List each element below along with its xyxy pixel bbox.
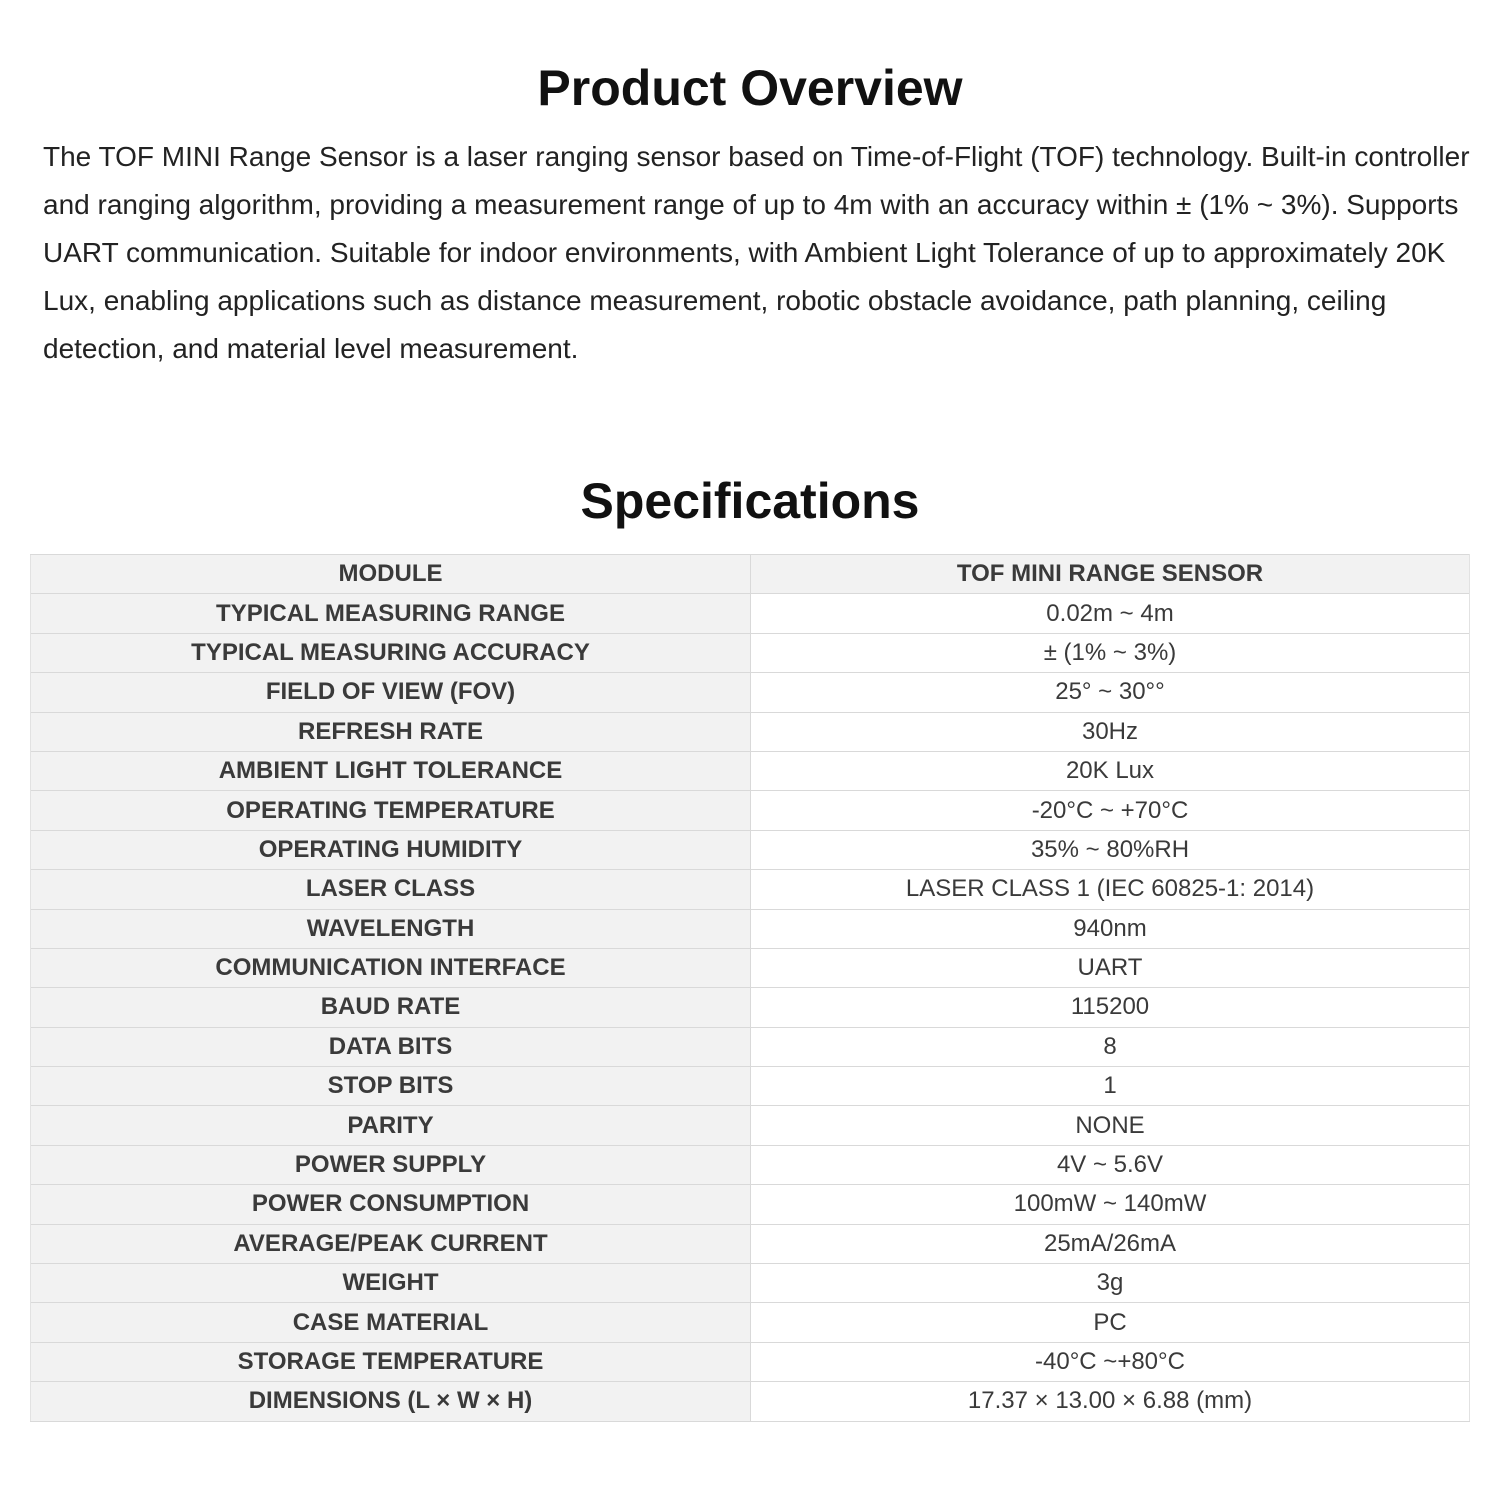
table-key-cell: AMBIENT LIGHT TOLERANCE <box>31 751 751 790</box>
table-value-cell: ± (1% ~ 3%) <box>751 633 1470 672</box>
table-value-cell: NONE <box>751 1106 1470 1145</box>
table-key-cell: OPERATING TEMPERATURE <box>31 791 751 830</box>
table-key-cell: LASER CLASS <box>31 870 751 909</box>
table-key-cell: REFRESH RATE <box>31 712 751 751</box>
table-value-cell: LASER CLASS 1 (IEC 60825-1: 2014) <box>751 870 1470 909</box>
table-key-cell: PARITY <box>31 1106 751 1145</box>
table-value-cell: -20°C ~ +70°C <box>751 791 1470 830</box>
specifications-table <box>30 554 1470 1422</box>
table-row <box>31 633 1470 672</box>
table-value-cell: 1 <box>751 1067 1470 1106</box>
table-row <box>31 1067 1470 1106</box>
overview-title: Product Overview <box>537 60 963 116</box>
table-row <box>31 948 1470 987</box>
table-header-row <box>31 555 1470 594</box>
table-row <box>31 909 1470 948</box>
table-key-cell: STOP BITS <box>31 1067 751 1106</box>
table-row <box>31 1106 1470 1145</box>
table-value-cell: 25° ~ 30°° <box>751 673 1470 712</box>
table-value-cell: 0.02m ~ 4m <box>751 594 1470 633</box>
table-row <box>31 791 1470 830</box>
table-key-cell: DATA BITS <box>31 1027 751 1066</box>
table-key-cell: MODULE <box>31 555 751 594</box>
table-row <box>31 594 1470 633</box>
table-row <box>31 751 1470 790</box>
table-value-cell: 35% ~ 80%RH <box>751 830 1470 869</box>
table-key-cell: BAUD RATE <box>31 988 751 1027</box>
table-value-cell: 115200 <box>751 988 1470 1027</box>
table-value-cell: 100mW ~ 140mW <box>751 1185 1470 1224</box>
table-row <box>31 1382 1470 1421</box>
specifications-table-body <box>31 555 1470 1422</box>
table-value-cell: 20K Lux <box>751 751 1470 790</box>
table-key-cell: OPERATING HUMIDITY <box>31 830 751 869</box>
table-key-cell: CASE MATERIAL <box>31 1303 751 1342</box>
table-key-cell: TYPICAL MEASURING RANGE <box>31 594 751 633</box>
table-key-cell: DIMENSIONS (L × W × H) <box>31 1382 751 1421</box>
table-value-cell: 25mA/26mA <box>751 1224 1470 1263</box>
table-row <box>31 830 1470 869</box>
table-value-cell: PC <box>751 1303 1470 1342</box>
table-row <box>31 1264 1470 1303</box>
table-row <box>31 673 1470 712</box>
table-key-cell: TYPICAL MEASURING ACCURACY <box>31 633 751 672</box>
specifications-title: Specifications <box>580 473 920 529</box>
table-value-cell: TOF MINI RANGE SENSOR <box>751 555 1470 594</box>
table-key-cell: WAVELENGTH <box>31 909 751 948</box>
table-key-cell: WEIGHT <box>31 1264 751 1303</box>
table-value-cell: 3g <box>751 1264 1470 1303</box>
table-key-cell: POWER CONSUMPTION <box>31 1185 751 1224</box>
table-value-cell: -40°C ~+80°C <box>751 1342 1470 1381</box>
table-row <box>31 988 1470 1027</box>
table-row <box>31 1303 1470 1342</box>
table-row <box>31 712 1470 751</box>
table-key-cell: STORAGE TEMPERATURE <box>31 1342 751 1381</box>
table-value-cell: 940nm <box>751 909 1470 948</box>
table-key-cell: FIELD OF VIEW (FOV) <box>31 673 751 712</box>
table-row <box>31 870 1470 909</box>
table-row <box>31 1224 1470 1263</box>
table-row <box>31 1027 1470 1066</box>
overview-description: The TOF MINI Range Sensor is a laser ranging sensor based on Time-of-Flight (TOF) technology. Built-in controller and ranging algorithm, providing a measurement range of up to 4m with an accuracy within ± (1% ~ 3%). Supports UART communication. Suitable for indoor environments, with Ambient Light Tolerance of up to approximately 20K Lux, enabling applications such as distance measurement, robotic obstacle avoidance, path planning, ceiling detection, and material level measurement. <box>43 141 1470 364</box>
table-row <box>31 1145 1470 1184</box>
table-value-cell: 8 <box>751 1027 1470 1066</box>
table-key-cell: COMMUNICATION INTERFACE <box>31 948 751 987</box>
table-value-cell: 17.37 × 13.00 × 6.88 (mm) <box>751 1382 1470 1421</box>
table-row <box>31 1342 1470 1381</box>
table-value-cell: UART <box>751 948 1470 987</box>
table-key-cell: POWER SUPPLY <box>31 1145 751 1184</box>
table-value-cell: 30Hz <box>751 712 1470 751</box>
table-key-cell: AVERAGE/PEAK CURRENT <box>31 1224 751 1263</box>
table-row <box>31 1185 1470 1224</box>
table-value-cell: 4V ~ 5.6V <box>751 1145 1470 1184</box>
